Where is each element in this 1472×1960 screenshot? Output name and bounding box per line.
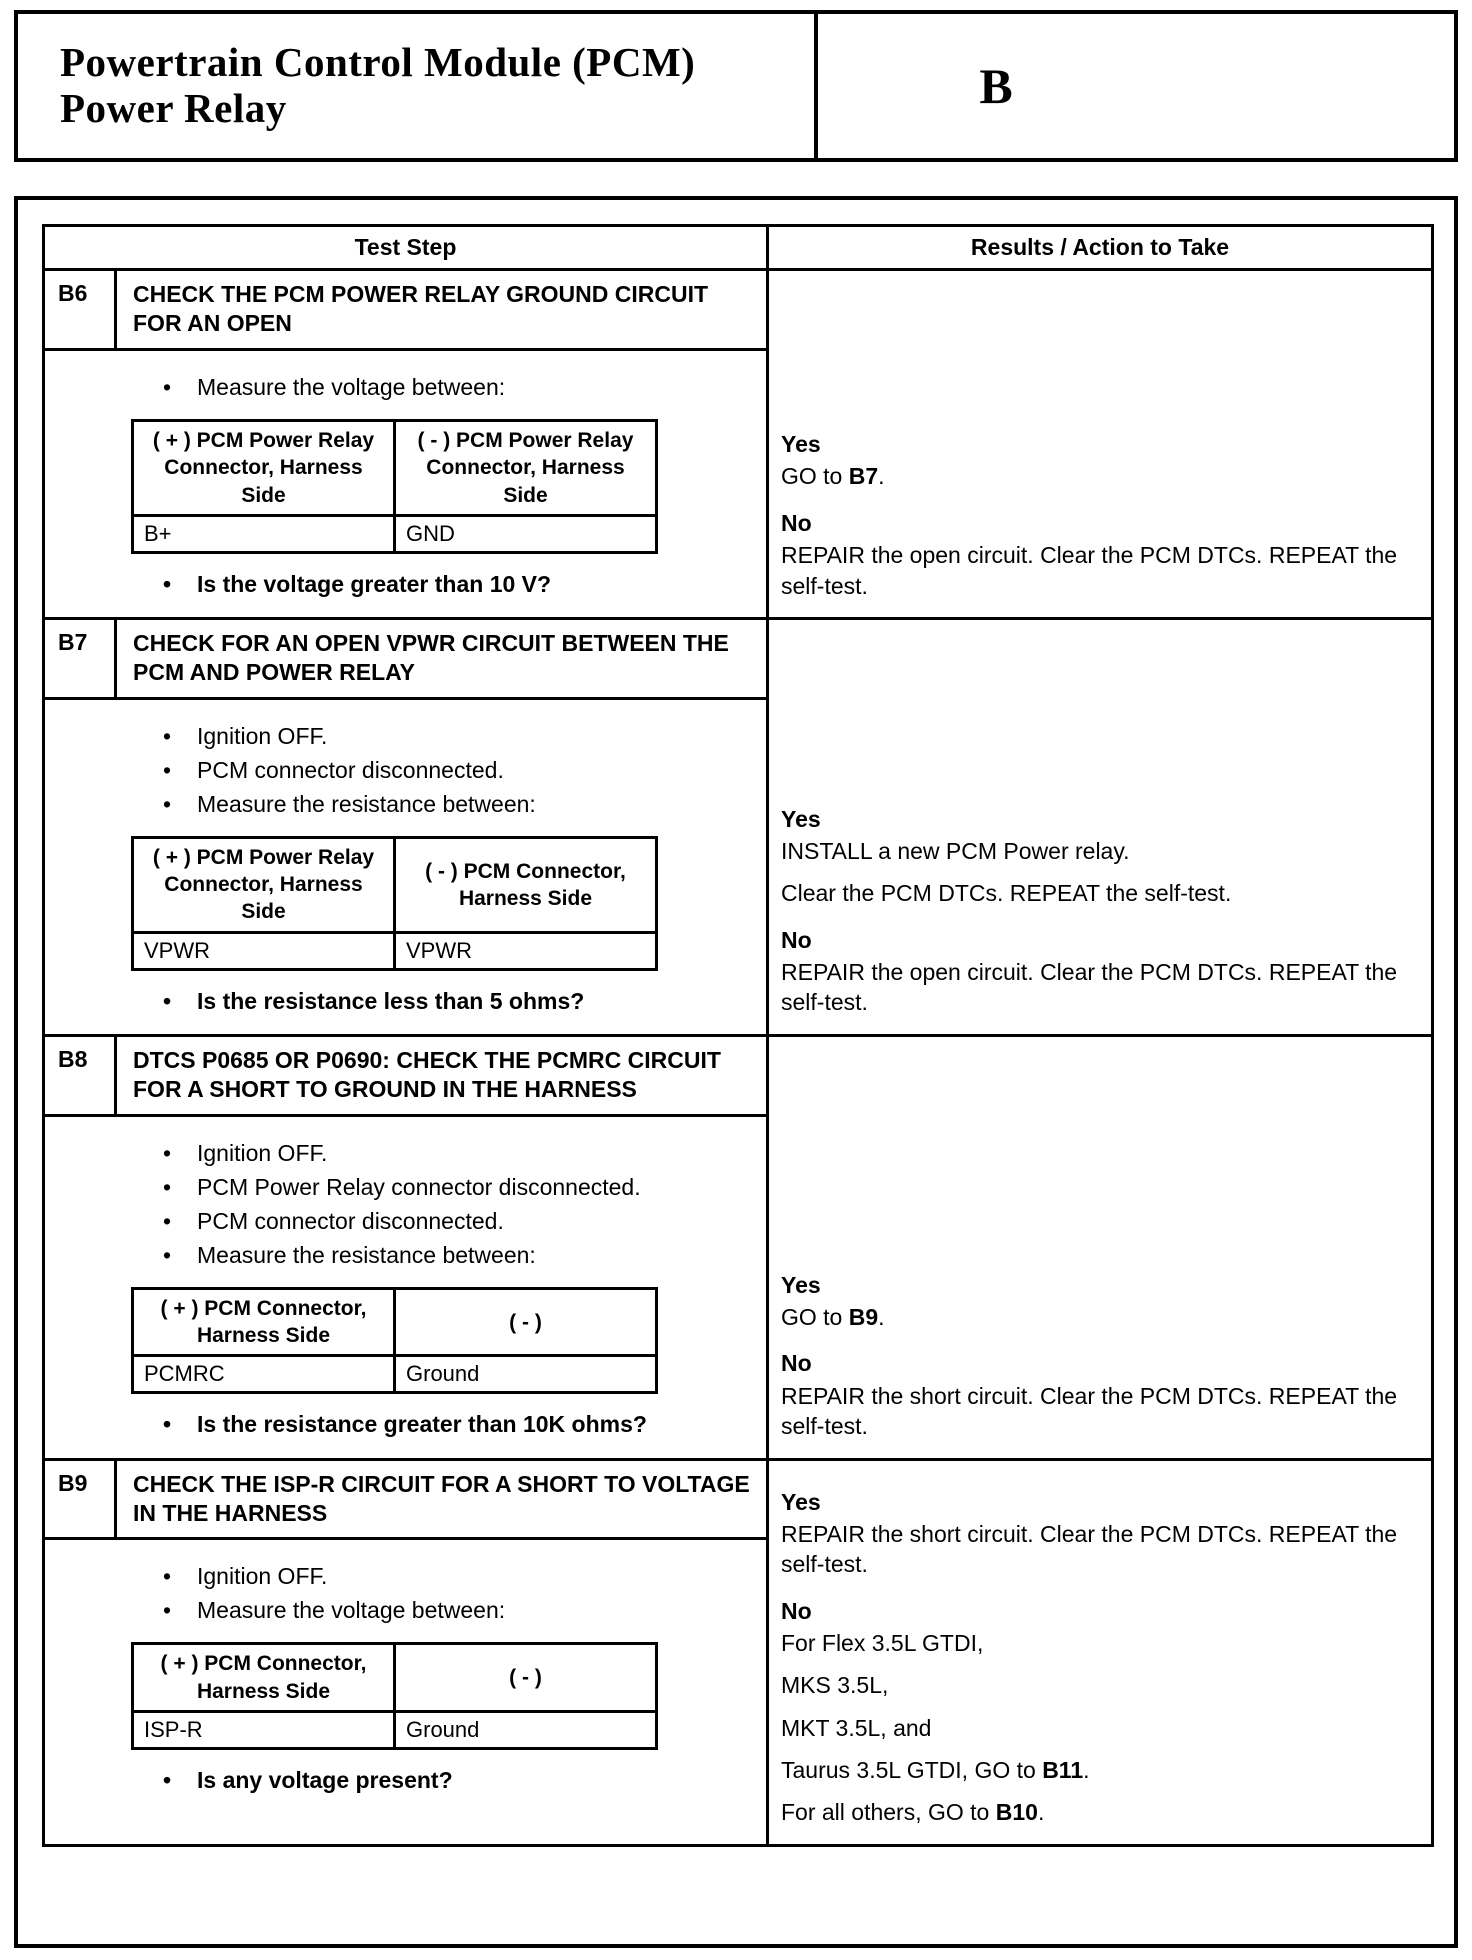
measurement-header-row [133,420,657,515]
result-line [781,1670,1415,1700]
result-text: . [1037,1799,1045,1826]
step-title-row [45,1461,766,1541]
measurement-header-row [133,1288,657,1356]
step-row-b7 [45,620,1431,1037]
step-body [45,1540,766,1843]
no-result-group [781,909,1415,1018]
result-text: GO to [781,1304,849,1331]
measurement-value-row [133,515,657,552]
result-line [781,461,1415,491]
yes-label: Yes [781,1271,821,1298]
yes-result-group [781,1471,1415,1580]
test-step-cell [45,1037,769,1458]
result-line [781,540,1415,601]
step-title: CHECK THE PCM POWER RELAY GROUND CIRCUIT FOR AN OPEN [133,281,709,337]
no-result-group [781,1580,1415,1828]
negative-lead-header: ( - ) PCM Power Relay Connector, Harness Side [395,420,657,515]
step-question: • Is the resistance less than 5 ohms? [45,986,766,1017]
result-line [781,1755,1415,1785]
results-cell [769,620,1431,1034]
results-cell [769,271,1431,617]
instruction-bullet: • Measure the voltage between: [45,372,766,403]
positive-lead-value: VPWR [133,932,395,969]
instruction-bullet: • Ignition OFF. [45,721,766,752]
negative-lead-value: Ground [395,1712,657,1749]
result-line [781,878,1415,908]
result-text: For Flex 3.5L GTDI, [781,1629,984,1656]
page-title-line1: Powertrain Control Module (PCM) [60,39,696,85]
measurement-value-row [133,1712,657,1749]
step-title: DTCS P0685 OR P0690: CHECK THE PCMRC CIRCUIT FOR A SHORT TO GROUND IN THE HARNESS [133,1046,721,1103]
result-text: MKS 3.5L, [781,1672,889,1699]
test-step-cell [45,271,769,617]
step-row-b9 [45,1461,1431,1844]
step-title: CHECK FOR AN OPEN VPWR CIRCUIT BETWEEN THE PCM AND POWER RELAY [133,629,729,686]
result-text: MKT 3.5L, and [781,1714,932,1741]
no-label: No [781,1350,812,1377]
test-step-cell [45,620,769,1034]
pinpoint-test-table [42,224,1434,1847]
positive-lead-value: B+ [133,515,395,552]
instruction-bullet: • PCM Power Relay connector disconnected. [45,1172,766,1203]
result-line [781,957,1415,1018]
step-title: CHECK THE ISP-R CIRCUIT FOR A SHORT TO VOLTAGE IN THE HARNESS [133,1470,750,1526]
step-row-b8 [45,1037,1431,1461]
step-reference: B11 [1042,1757,1084,1784]
result-line [781,1797,1415,1827]
yes-label: Yes [781,1488,821,1515]
positive-lead-header: ( + ) PCM Connector, Harness Side [133,1288,395,1356]
measurement-value-row [133,932,657,969]
measurement-table [131,1287,658,1395]
step-title-row [45,271,766,351]
step-title-row [45,620,766,700]
measurement-header-row [133,1644,657,1712]
negative-lead-header: ( - ) PCM Connector, Harness Side [395,837,657,932]
step-id: B8 [45,1037,117,1114]
positive-lead-header: ( + ) PCM Power Relay Connector, Harness Side [133,837,395,932]
yes-label: Yes [781,431,821,458]
yes-result-group [781,1254,1415,1333]
measurement-table [131,836,658,971]
result-text: REPAIR the short circuit. Clear the PCM DTCs. REPEAT the self-test. [781,1382,1398,1440]
no-label: No [781,1597,812,1624]
step-question: • Is the resistance greater than 10K ohms? [45,1409,766,1440]
instruction-bullet: • Measure the resistance between: [45,789,766,820]
result-text: Taurus 3.5L GTDI, GO to [781,1757,1043,1784]
instruction-bullet: • PCM connector disconnected. [45,1206,766,1237]
page-title [18,14,814,158]
step-id: B9 [45,1461,117,1538]
measurement-table [131,419,658,554]
instruction-bullet: • Ignition OFF. [45,1561,766,1592]
negative-lead-value: Ground [395,1356,657,1393]
page-header [14,10,1458,162]
result-text: . [878,1304,885,1331]
step-question: • Is any voltage present? [45,1765,766,1796]
section-letter: B [979,58,1013,114]
section-letter-cell [814,14,1454,158]
step-id: B6 [45,271,117,348]
step-title-row [45,1037,766,1117]
instruction-bullet: • PCM connector disconnected. [45,755,766,786]
result-line [781,1713,1415,1743]
positive-lead-header: ( + ) PCM Connector, Harness Side [133,1644,395,1712]
column-header-results: Results / Action to Take [970,234,1230,260]
result-line [781,836,1415,866]
test-step-cell [45,1461,769,1844]
yes-result-group [781,788,1415,909]
result-text: . [878,463,885,490]
measurement-table [131,1642,658,1750]
step-question: • Is the voltage greater than 10 V? [45,569,766,600]
result-line [781,1628,1415,1658]
result-text: Clear the PCM DTCs. REPEAT the self-test. [781,880,1232,907]
yes-label: Yes [781,805,821,832]
negative-lead-header: ( - ) [395,1644,657,1712]
no-label: No [781,926,812,953]
step-body [45,1117,766,1458]
result-line [781,1381,1415,1442]
result-line [781,1302,1415,1332]
instruction-bullet: • Measure the voltage between: [45,1595,766,1626]
measurement-header-row [133,837,657,932]
result-text: For all others, GO to [781,1799,996,1826]
instruction-bullet: • Ignition OFF. [45,1138,766,1169]
step-reference: B7 [848,463,879,490]
result-text: INSTALL a new PCM Power relay. [781,838,1130,865]
positive-lead-value: ISP-R [133,1712,395,1749]
results-cell [769,1037,1431,1458]
pinpoint-test-box [14,196,1458,1948]
result-text: GO to [781,463,849,490]
column-header-test-step: Test Step [45,227,769,268]
result-text: . [1083,1757,1090,1784]
step-body [45,351,766,617]
step-body [45,700,766,1034]
no-result-group [781,1332,1415,1441]
negative-lead-value: GND [395,515,657,552]
negative-lead-value: VPWR [395,932,657,969]
result-text: REPAIR the short circuit. Clear the PCM DTCs. REPEAT the self-test. [781,1520,1398,1578]
no-result-group [781,492,1415,601]
page-title-line2: Power Relay [60,84,287,131]
positive-lead-value: PCMRC [133,1356,395,1393]
yes-result-group [781,413,1415,492]
results-cell [769,1461,1431,1844]
step-row-b6 [45,271,1431,620]
result-text: REPAIR the open circuit. Clear the PCM DTCs. REPEAT the self-test. [781,542,1398,599]
step-reference: B10 [995,1799,1038,1826]
no-label: No [781,509,812,536]
instruction-bullet: • Measure the resistance between: [45,1240,766,1271]
step-reference: B9 [848,1304,879,1331]
result-text: REPAIR the open circuit. Clear the PCM DTCs. REPEAT the self-test. [781,959,1398,1016]
positive-lead-header: ( + ) PCM Power Relay Connector, Harness Side [133,420,395,515]
measurement-value-row [133,1356,657,1393]
negative-lead-header: ( - ) [395,1288,657,1356]
step-id: B7 [45,620,117,697]
result-line [781,1519,1415,1580]
table-header-row [45,227,1431,271]
